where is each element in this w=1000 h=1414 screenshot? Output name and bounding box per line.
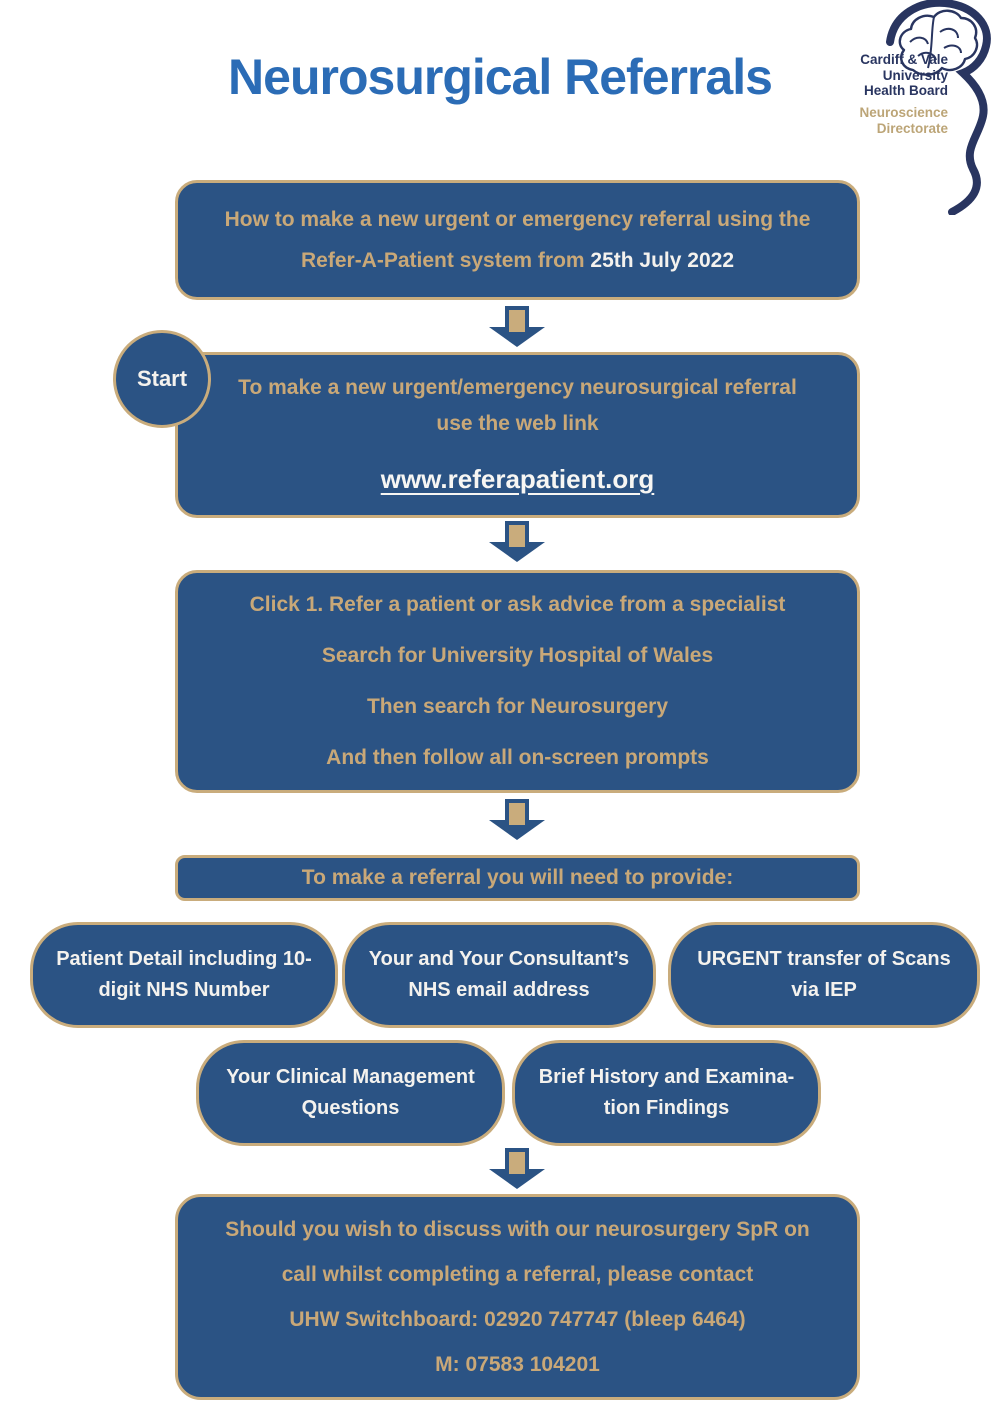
health-board-logo [828,0,1000,215]
requirement-pill-patient-detail [30,922,338,1028]
logo-org-line: University [882,67,948,83]
contact-line: call whilst completing a referral, please contact [281,1262,754,1286]
requirement-pill-history-findings [512,1040,821,1146]
pill-line: NHS email address [408,979,590,1001]
down-arrow-icon [485,306,549,348]
pill-line: Your Clinical Management [226,1066,475,1088]
contact-line: Should you wish to discuss with our neurosurgery SpR on [225,1217,810,1241]
down-arrow-icon [485,799,549,841]
weblink-line1: To make a new urgent/emergency neurosurgical referral [238,375,797,399]
step-line: Search for University Hospital of Wales [321,644,714,667]
pill-line: URGENT transfer of Scans [697,948,951,970]
page-title: Neurosurgical Referrals [228,49,772,105]
start-label: Start [136,366,188,391]
provide-header-text: To make a referral you will need to provide: [301,866,734,889]
intro-box [175,180,860,300]
requirement-pill-iep-scans [668,922,980,1028]
requirement-pill-nhs-email [342,922,656,1028]
logo-dept-line: Directorate [876,120,948,136]
step-line: Click 1. Refer a patient or ask advice from a specialist [249,593,786,616]
pill-line: Patient Detail including 10- [56,948,312,970]
start-badge [113,330,211,428]
mobile-number: M: 07583 104201 [435,1352,600,1376]
down-arrow-icon [485,521,549,563]
pill-line: Your and Your Consultant’s [368,948,630,970]
step-line: Then search for Neurosurgery [366,695,669,718]
contact-box [175,1194,860,1400]
intro-line2-prefix: Refer-A-Patient system from [301,248,591,272]
pill-line: Brief History and Examina- [538,1066,795,1088]
referapatient-link[interactable]: www.referapatient.org [380,463,655,494]
go-live-date: 25th July 2022 [590,248,734,272]
down-arrow-icon [485,1148,549,1190]
pill-line: digit NHS Number [98,979,270,1001]
health-board-name [828,52,948,99]
directorate-name [828,105,948,136]
logo-org-line: Health Board [863,83,948,98]
intro-line1: How to make a new urgent or emergency referral using the [224,207,811,231]
weblink-line2: use the web link [436,411,599,435]
pill-line: tion Findings [603,1097,730,1119]
step-line: And then follow all on-screen prompts [326,746,709,769]
weblink-box [175,352,860,518]
provide-header-bar [175,855,860,901]
steps-box [175,570,860,793]
logo-org-line: Cardiff & Vale [860,52,948,67]
requirement-pill-management-questions [196,1040,505,1146]
logo-dept-line: Neuroscience [859,105,948,120]
pill-line: via IEP [791,979,857,1001]
intro-line2 [301,249,734,273]
switchboard-number: UHW Switchboard: 02920 747747 (bleep 6464) [289,1307,746,1331]
pill-line: Questions [301,1097,400,1119]
